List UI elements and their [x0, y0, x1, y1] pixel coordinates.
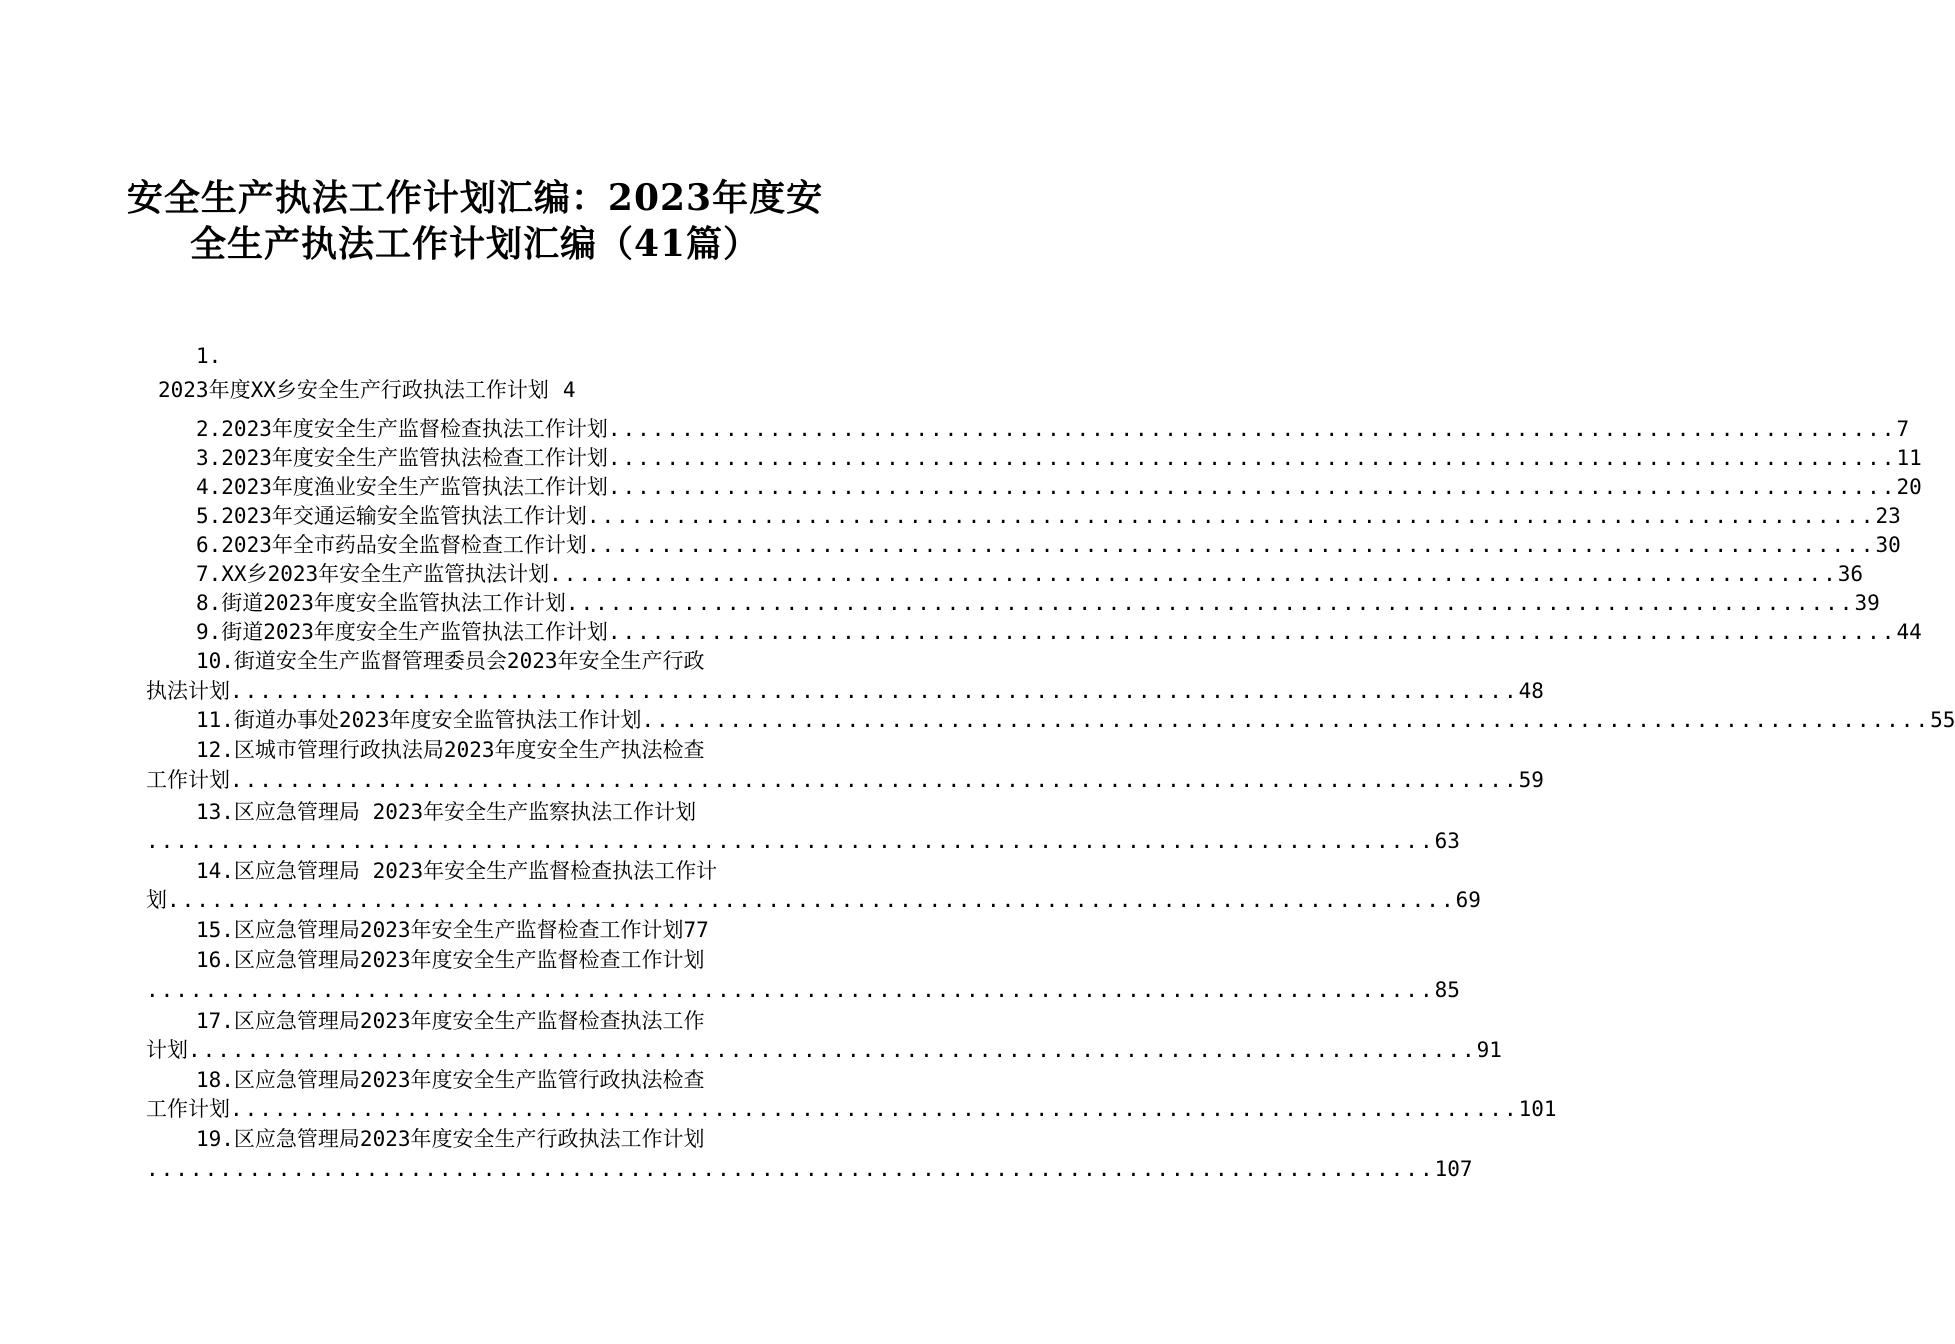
toc-entry-text: 12.区城市管理行政执法局2023年度安全生产执法检查	[196, 738, 705, 762]
toc-entry-7[interactable]	[196, 559, 1864, 589]
toc-entry-text: 16.区应急管理局2023年度安全生产监督检查工作计划	[196, 948, 705, 972]
toc-entry-text: 划	[146, 888, 167, 912]
toc-entry-text: 13.区应急管理局 2023年安全生产监察执法工作计划	[196, 800, 697, 824]
toc-entry-page: 23	[1875, 504, 1901, 528]
toc-entry-13-line-2[interactable]	[146, 826, 1460, 856]
toc-leader-dots: ........................................................................................	[146, 978, 1435, 1002]
toc-entry-page: 20	[1896, 475, 1922, 499]
toc-entry-text: 计划	[146, 1038, 188, 1062]
toc-entry-page: 101	[1518, 1097, 1557, 1121]
toc-entry-page: 63	[1434, 829, 1460, 853]
toc-entry-text: 7.XX乡2023年安全生产监管执法计划	[196, 562, 550, 586]
toc-entry-text: 14.区应急管理局 2023年安全生产监督检查执法工作计	[196, 859, 718, 883]
toc-leader-dots: ........................................................................................	[586, 533, 1876, 557]
toc-leader-dots: ........................................................................................	[230, 768, 1519, 792]
toc-entry-text: 执法计划	[146, 679, 230, 703]
toc-entry-page: 77	[683, 918, 709, 942]
toc-leader-dots: ........................................................................................	[549, 562, 1838, 586]
document-title-line-1: 安全生产执法工作计划汇编：2023年度安	[126, 177, 824, 219]
toc-entry-19-line-1[interactable]	[196, 1124, 804, 1154]
toc-entry-text: 17.区应急管理局2023年度安全生产监督检查执法工作	[196, 1009, 705, 1033]
toc-entry-page: 36	[1837, 562, 1864, 586]
toc-leader-dots: ........................................................................................	[230, 679, 1519, 703]
toc-entry-12-line-1[interactable]	[196, 735, 804, 765]
toc-leader-dots: ........................................................................................	[641, 708, 1931, 732]
toc-entry-page: 55	[1930, 708, 1955, 732]
toc-leader-dots: ........................................................................................	[607, 446, 1897, 470]
toc-entry-10-line-2[interactable]	[146, 676, 1544, 706]
toc-entry-12-line-2[interactable]	[146, 765, 1544, 795]
toc-leader-dots: ........................................................................................	[188, 1038, 1477, 1062]
toc-entry-text: 18.区应急管理局2023年度安全生产监管行政执法检查	[196, 1068, 705, 1092]
toc-entry-17-line-1[interactable]	[196, 1006, 804, 1036]
toc-entry-19-line-2[interactable]	[146, 1154, 1473, 1184]
toc-entry-page: 48	[1518, 679, 1544, 703]
toc-entry-page: 91	[1476, 1038, 1502, 1062]
toc-leader-dots: ........................................................................................	[565, 591, 1855, 615]
toc-entry-page: 44	[1896, 620, 1922, 644]
toc-leader-dots: ........................................................................................	[607, 475, 1897, 499]
toc-entry-page: 85	[1434, 978, 1460, 1002]
toc-entry-16-line-1[interactable]	[196, 945, 804, 975]
toc-entry-text: 2.2023年度安全生产监督检查执法工作计划	[196, 417, 608, 441]
toc-entry-6[interactable]	[196, 530, 1901, 560]
toc-entry-page: 4	[562, 378, 576, 402]
document-title-line-2: 全生产执法工作计划汇编（41篇）	[189, 223, 761, 265]
toc-entry-text: 10.街道安全生产监督管理委员会2023年安全生产行政	[196, 649, 705, 673]
toc-entry-18-line-2[interactable]	[146, 1094, 1557, 1124]
toc-entry-page: 69	[1455, 888, 1481, 912]
toc-entry-11[interactable]	[196, 705, 1955, 735]
toc-entry-3[interactable]	[196, 443, 1922, 473]
toc-leader-dots: ........................................................................................	[167, 888, 1456, 912]
toc-entry-13-line-1[interactable]	[196, 797, 804, 827]
toc-entry-text: 3.2023年度安全生产监管执法检查工作计划	[196, 446, 608, 470]
toc-entry-text: 15.区应急管理局2023年安全生产监督检查工作计划	[196, 918, 684, 942]
toc-entry-text: 6.2023年全市药品安全监督检查工作计划	[196, 533, 587, 557]
toc-entry-text: 19.区应急管理局2023年度安全生产行政执法工作计划	[196, 1127, 705, 1151]
toc-entry-text: 2023年度XX乡安全生产行政执法工作计划	[158, 378, 549, 402]
toc-leader-dots: ........................................................................................	[607, 417, 1897, 441]
toc-entry-text: 9.街道2023年度安全生产监管执法工作计划	[196, 620, 608, 644]
toc-entry-9[interactable]	[196, 617, 1922, 647]
toc-entry-text: 工作计划	[146, 1097, 230, 1121]
toc-entry-1-number	[196, 341, 296, 371]
toc-entry-text: 11.街道办事处2023年度安全监管执法工作计划	[196, 708, 642, 732]
toc-entry-18-line-1[interactable]	[196, 1065, 804, 1095]
toc-entry-14-line-2[interactable]	[146, 885, 1481, 915]
toc-entry-text: 8.街道2023年度安全监管执法工作计划	[196, 591, 566, 615]
toc-entry-number: 1.	[196, 344, 222, 368]
toc-leader-dots: ........................................................................................	[146, 829, 1435, 853]
toc-entry-1[interactable]	[158, 375, 718, 405]
toc-entry-10-line-1[interactable]	[196, 646, 804, 676]
toc-entry-5[interactable]	[196, 501, 1901, 531]
toc-entry-text: 工作计划	[146, 768, 230, 792]
toc-entry-page: 30	[1875, 533, 1901, 557]
toc-leader-dots: ........................................................................................	[607, 620, 1897, 644]
toc-entry-14-line-1[interactable]	[196, 856, 804, 886]
toc-entry-page: 107	[1434, 1157, 1473, 1181]
toc-entry-page: 11	[1896, 446, 1922, 470]
toc-entry-text: 4.2023年度渔业安全生产监管执法工作计划	[196, 475, 608, 499]
toc-entry-2[interactable]	[196, 414, 1910, 444]
toc-entry-page: 39	[1854, 591, 1880, 615]
toc-entry-15[interactable]	[196, 915, 804, 945]
toc-entry-text: 5.2023年交通运输安全监管执法工作计划	[196, 504, 587, 528]
toc-entry-16-line-2[interactable]	[146, 975, 1460, 1005]
toc-entry-17-line-2[interactable]	[146, 1035, 1502, 1065]
toc-entry-4[interactable]	[196, 472, 1922, 502]
toc-leader-dots: ........................................................................................	[146, 1157, 1435, 1181]
toc-entry-page: 7	[1896, 417, 1910, 441]
toc-leader-dots: ........................................................................................	[230, 1097, 1519, 1121]
toc-leader-dots: ........................................................................................	[586, 504, 1876, 528]
toc-entry-page: 59	[1518, 768, 1544, 792]
toc-entry-8[interactable]	[196, 588, 1880, 618]
